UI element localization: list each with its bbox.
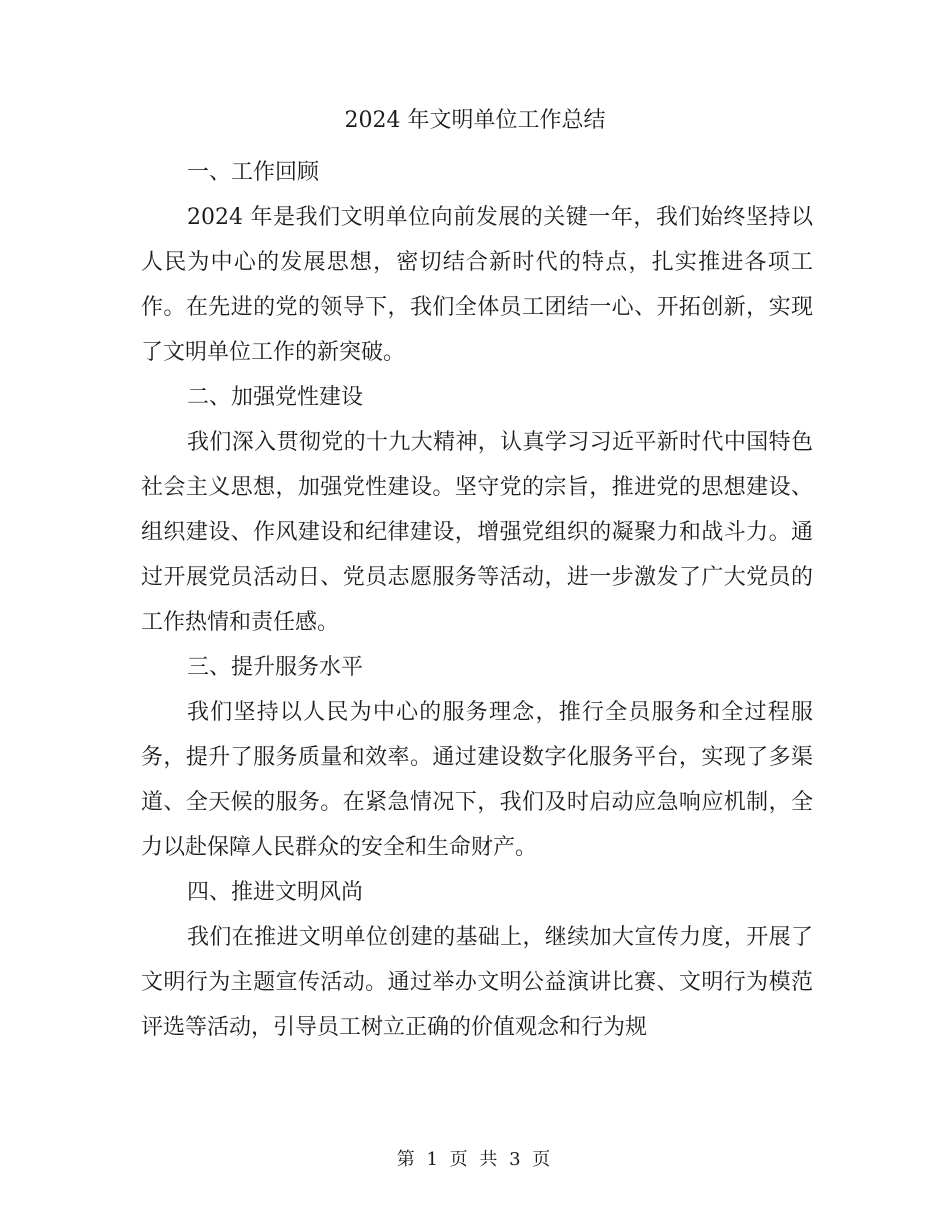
- section-paragraph-civilization: 我们在推进文明单位创建的基础上，继续加大宣传力度，开展了文明行为主题宣传活动。通过举办文明公益演讲比赛、文明行为模范评选等活动，引导员工树立正确的价值观念和行为规: [141, 925, 813, 1040]
- section-heading-civilization: 四、推进文明风尚: [187, 880, 364, 905]
- section-paragraph-service-level: 我们坚持以人民为中心的服务理念，推行全员服务和全过程服务，提升了服务质量和效率。通过建设数字化服务平台，实现了多渠道、全天候的服务。在紧急情况下，我们及时启动应急响应机制，全力以赴保障人民群众的安全和生命财产。: [141, 700, 813, 860]
- section-heading-party-building: 二、加强党性建设: [187, 385, 364, 410]
- section-heading-work-review: 一、工作回顾: [187, 160, 320, 185]
- document-title: 2024 年文明单位工作总结: [344, 108, 606, 133]
- section-heading-service-level: 三、提升服务水平: [187, 655, 364, 680]
- section-paragraph-party-building: 我们深入贯彻党的十九大精神，认真学习习近平新时代中国特色社会主义思想，加强党性建设。坚守党的宗旨，推进党的思想建设、组织建设、作风建设和纪律建设，增强党组织的凝聚力和战斗力。通过开展党员活动日、党员志愿服务等活动，进一步激发了广大党员的工作热情和责任感。: [141, 430, 813, 635]
- document-body: [141, 150, 813, 1050]
- section-paragraph-work-review: 2024 年是我们文明单位向前发展的关键一年，我们始终坚持以人民为中心的发展思想，密切结合新时代的特点，扎实推进各项工作。在先进的党的领导下，我们全体员工团结一心、开拓创新，实现了文明单位工作的新突破。: [141, 205, 813, 365]
- page-number-footer: 第 1 页 共 3 页: [396, 1149, 554, 1170]
